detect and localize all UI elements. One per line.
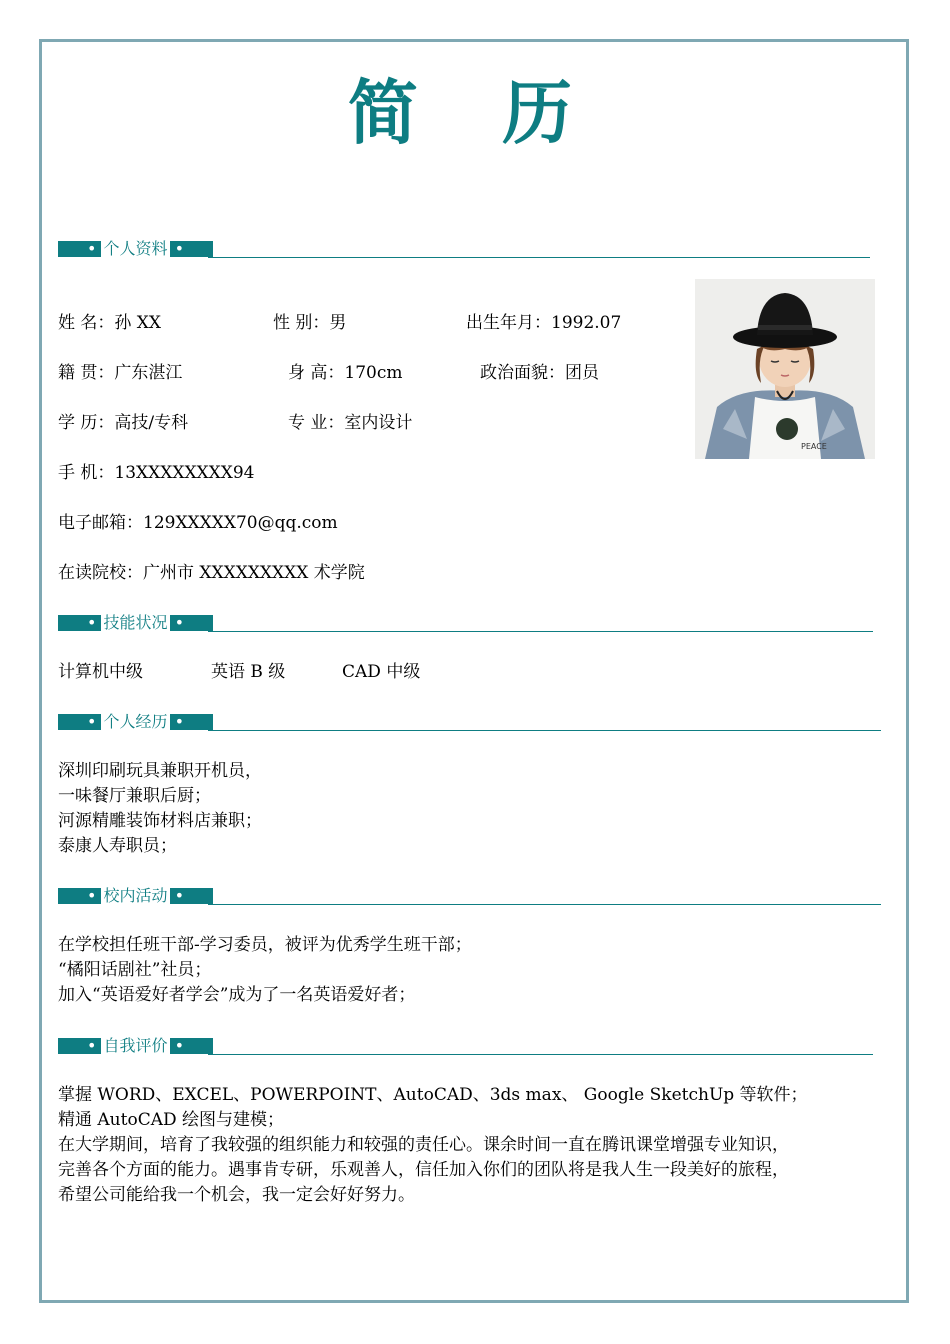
field-birth: 出生年月：1992.07 — [466, 313, 622, 333]
self-item: 在大学期间，培育了我较强的组织能力和较强的责任心。课余时间一直在腾讯课堂增强专业知识， — [58, 1135, 789, 1155]
field-origin: 籍 贯：广东湛江 — [58, 363, 183, 383]
field-email: 电子邮箱：129XXXXX70@qq.com — [58, 513, 338, 533]
campus-item: 在学校担任班干部-学习委员，被评为优秀学生班干部； — [58, 935, 472, 955]
section-label: 自我评价 — [103, 1036, 168, 1055]
section-tag: • 个人经历 • — [58, 714, 213, 730]
self-item: 掌握 WORD、EXCEL、POWERPOINT、AutoCAD、3ds max、 Google SketchUp 等软件； — [58, 1085, 808, 1105]
section-divider — [208, 257, 870, 258]
section-header-campus — [58, 885, 881, 907]
skill-item: 英语 B 级 — [211, 662, 286, 682]
section-tag: • 个人资料 • — [58, 241, 213, 257]
self-item: 精通 AutoCAD 绘图与建模； — [58, 1110, 285, 1130]
field-phone: 手 机：13XXXXXXXX94 — [58, 463, 255, 483]
field-education: 学 历：高技/专科 — [58, 413, 189, 433]
section-label: 技能状况 — [103, 613, 168, 632]
skill-item: CAD 中级 — [342, 662, 421, 682]
section-tag: • 校内活动 • — [58, 888, 213, 904]
self-item: 完善各个方面的能力。遇事肯专研，乐观善人，信任加入你们的团队将是我人生一段美好的旅程， — [58, 1160, 789, 1180]
field-height: 身 高：170cm — [288, 363, 403, 383]
experience-item: 深圳印刷玩具兼职开机员， — [58, 761, 262, 781]
section-label: 校内活动 — [103, 886, 168, 905]
section-divider — [208, 730, 881, 731]
section-divider — [208, 631, 873, 632]
campus-item: 加入“英语爱好者学会”成为了一名英语爱好者； — [58, 985, 416, 1005]
experience-item: 一味餐厅兼职后厨； — [58, 786, 211, 806]
page-title: 简 历 — [347, 72, 603, 154]
section-header-self — [58, 1035, 873, 1057]
campus-item: “橘阳话剧社”社员； — [58, 960, 212, 980]
child-portrait-icon — [695, 279, 875, 459]
svg-text:PEACE: PEACE — [801, 442, 827, 451]
field-gender: 性 别：男 — [273, 313, 347, 333]
section-tag: • 技能状况 • — [58, 615, 213, 631]
section-header-experience — [58, 711, 881, 733]
section-divider — [208, 904, 881, 905]
skill-item: 计算机中级 — [58, 662, 143, 682]
experience-item: 泰康人寿职员； — [58, 836, 177, 856]
section-header-personal — [58, 238, 870, 260]
profile-photo — [695, 279, 875, 459]
section-label: 个人资料 — [103, 239, 168, 258]
field-school: 在读院校：广州市 XXXXXXXXX 术学院 — [58, 563, 365, 583]
section-divider — [208, 1054, 873, 1055]
experience-item: 河源精雕装饰材料店兼职； — [58, 811, 262, 831]
section-label: 个人经历 — [103, 712, 168, 731]
section-tag: • 自我评价 • — [58, 1038, 213, 1054]
self-item: 希望公司能给我一个机会，我一定会好好努力。 — [58, 1185, 415, 1205]
field-major: 专 业：室内设计 — [288, 413, 413, 433]
field-name: 姓 名：孙 XX — [58, 313, 162, 333]
field-political: 政治面貌：团员 — [480, 363, 599, 383]
section-header-skills — [58, 612, 873, 634]
